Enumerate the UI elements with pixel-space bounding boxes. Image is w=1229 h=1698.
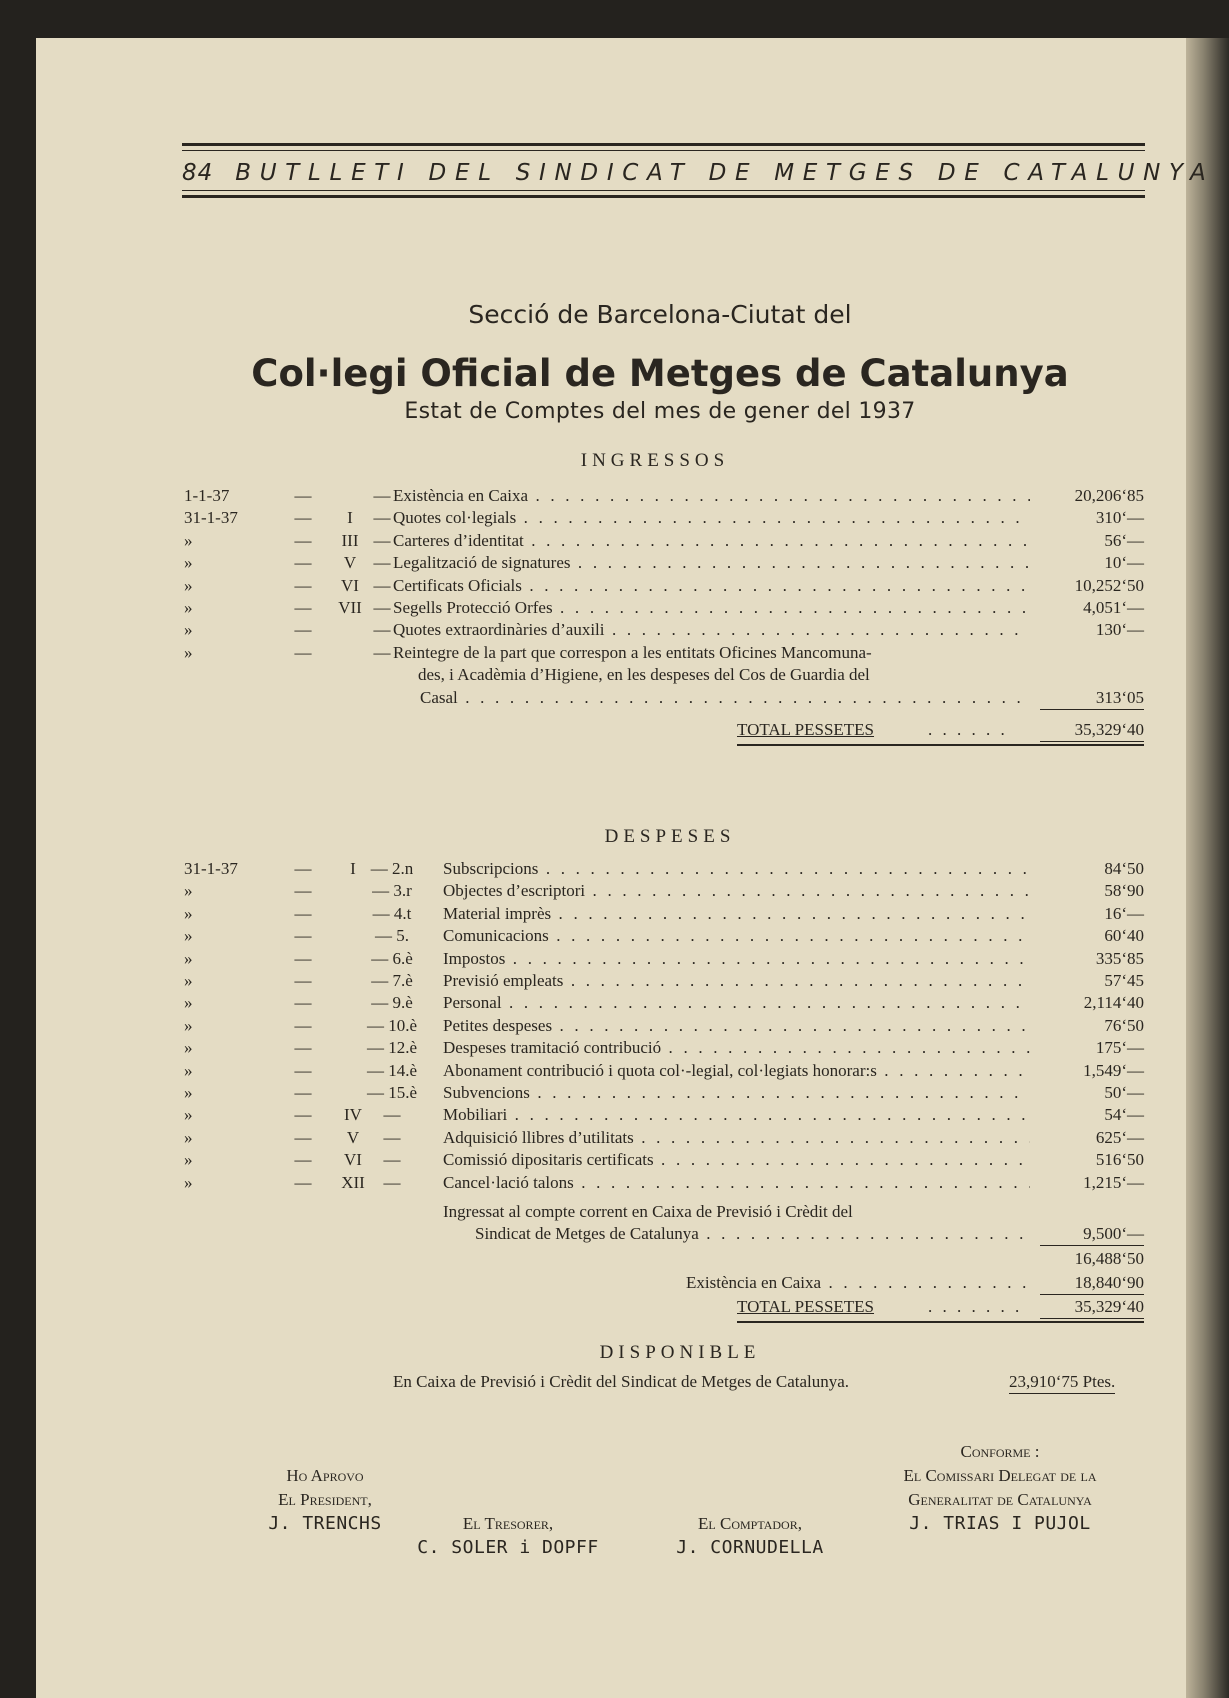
row-date: 31-1-37: [184, 508, 238, 528]
row-date: »: [184, 1105, 193, 1125]
row-dash: —: [294, 553, 312, 573]
ingressos-total-label: TOTAL PESSETES: [737, 720, 875, 739]
row-dash: —: [294, 1172, 312, 1192]
row-date: »: [184, 971, 193, 990]
running-header: [182, 160, 1215, 186]
journal-title: BUTLLETI DEL SINDICAT DE METGES DE CATALUNYA: [235, 160, 1215, 186]
row-date: »: [184, 926, 193, 946]
row-amount: 4,051‘—: [1083, 598, 1144, 617]
row-description: Reintegre de la part que correspon a les entitats Oficines Mancomuna-: [393, 642, 872, 662]
row-subarticle: — 7.è: [371, 971, 413, 990]
row-date: »: [184, 1150, 193, 1170]
header-rule-top: [182, 143, 1145, 146]
row-amount: 625‘—: [1095, 1127, 1144, 1147]
signature-president: [225, 1464, 425, 1536]
row-subarticle: —: [383, 1105, 401, 1125]
row-amount: 56‘—: [1104, 530, 1144, 550]
row-subarticle: —: [373, 530, 391, 550]
signature-line: [408, 1464, 608, 1488]
existencia-amount: 18,840‘90: [1040, 1272, 1144, 1295]
row-date: 1-1-37: [184, 486, 230, 505]
row-description: Personal . . .: [443, 992, 1030, 1014]
row-description: Certificats Oficials . . .: [393, 575, 1030, 597]
row-subarticle: — 3.r: [372, 881, 412, 901]
row-date: »: [184, 575, 193, 595]
row-subarticle: —: [383, 1172, 401, 1192]
header-rule-bottom: [182, 195, 1145, 198]
row-subarticle: —: [373, 642, 391, 662]
row-amount: 54‘—: [1104, 1105, 1144, 1125]
row-dash: —: [294, 486, 312, 505]
row-subarticle: — 14.è: [366, 1060, 418, 1080]
row-amount: 130‘—: [1095, 620, 1144, 640]
row-amount: 84‘50: [1104, 859, 1144, 878]
row-amount: 20,206‘85: [1074, 486, 1144, 505]
row-dash: —: [294, 508, 312, 528]
row-date: »: [184, 1127, 193, 1147]
signature-name: J. TRENCHS: [268, 1513, 382, 1534]
signature-tresorer: [408, 1464, 608, 1560]
row-description: Impostos . . .: [443, 948, 1030, 970]
despeses-total-label: TOTAL PESSETES: [737, 1297, 875, 1316]
row-subarticle: — 15.è: [366, 1083, 418, 1102]
row-date: »: [184, 1060, 193, 1080]
row-dash: —: [294, 1038, 312, 1058]
row-subarticle: — 5.: [375, 926, 409, 946]
despeses-total-amount: 35,329‘40: [1040, 1296, 1144, 1319]
row-date: »: [184, 642, 193, 662]
row-article: IV: [344, 1105, 362, 1125]
row-description: Despeses tramitació contribució . . .: [443, 1037, 1030, 1059]
row-date: »: [184, 948, 193, 968]
row-date: »: [184, 993, 193, 1013]
ingressos-total-rule: [737, 744, 1144, 746]
row-dash: —: [294, 1127, 312, 1147]
signature-line: [640, 1488, 860, 1512]
row-description: Adquisició llibres d’utilitats . . .: [443, 1127, 1030, 1149]
row-description: Quotes extraordinàries d’auxili . . .: [393, 619, 1030, 641]
signature-name: C. SOLER i DOPFF: [417, 1537, 599, 1558]
row-description: Subscripcions . . .: [443, 858, 1030, 880]
row-article: XII: [341, 1172, 365, 1192]
row-date: »: [184, 881, 193, 901]
row-amount: 57‘45: [1104, 971, 1144, 990]
signature-role: El President,: [278, 1490, 372, 1509]
signature-line: [640, 1464, 860, 1488]
row-subarticle: — 10.è: [366, 1015, 418, 1035]
despeses-subtotal: 16,488‘50: [1074, 1249, 1144, 1268]
row-amount: 1,549‘—: [1083, 1060, 1144, 1080]
signature-line: [408, 1488, 608, 1512]
row-date: »: [184, 1038, 193, 1058]
row-description: Segells Protecció Orfes . . .: [393, 597, 1030, 619]
row-dash: —: [294, 993, 312, 1013]
row-date: »: [184, 1015, 193, 1035]
row-dash: —: [294, 971, 312, 990]
row-date: »: [184, 620, 193, 640]
statement-subtitle: Estat de Comptes del mes de gener del 1937: [404, 399, 916, 424]
row-dash: —: [294, 530, 312, 550]
ingressos-total-amount: 35,329‘40: [1040, 719, 1144, 742]
signature-role: El Comptador,: [698, 1514, 802, 1533]
row-article: III: [341, 530, 359, 550]
row-amount: 175‘—: [1095, 1038, 1144, 1058]
row-amount: 10,252‘50: [1074, 575, 1144, 595]
row-amount: 50‘—: [1104, 1083, 1144, 1102]
row-dash: —: [294, 598, 312, 617]
ingressat-line-1: Ingressat al compte corrent en Caixa de Previsió i Crèdit del: [443, 1202, 853, 1221]
row-subarticle: — 12.è: [366, 1038, 418, 1058]
row-description: Cancel·lació talons . . .: [443, 1172, 1030, 1194]
signature-role: El Tresorer,: [462, 1514, 554, 1533]
signature-approval: Ho Aprovo: [286, 1466, 364, 1485]
row-date: »: [184, 553, 193, 573]
row-description: Quotes col·legials . . .: [393, 507, 1030, 529]
ingressos-heading: INGRESSOS: [580, 450, 730, 471]
row-amount: 516‘50: [1095, 1150, 1144, 1170]
row-article: I: [347, 508, 353, 528]
row-dash: —: [294, 926, 312, 946]
row-description: Carteres d’identitat . . .: [393, 530, 1030, 552]
row-dash: —: [294, 881, 312, 901]
row-description: Objectes d’escriptori . . .: [443, 880, 1030, 902]
row-dash: —: [294, 1083, 312, 1102]
row-description: Abonament contribució i quota col·-legial, col·legiats honorar:s . . .: [443, 1060, 1030, 1082]
signature-conforme: Conforme :: [960, 1442, 1040, 1461]
disponible-text: En Caixa de Previsió i Crèdit del Sindicat de Metges de Catalunya.: [393, 1372, 850, 1391]
reintegre-line-2: des, i Acadèmia d’Higiene, en les despeses del Cos de Guardia del: [418, 665, 870, 684]
row-subarticle: —: [383, 1150, 401, 1170]
row-article: V: [343, 553, 357, 573]
row-dash: —: [294, 575, 312, 595]
signature-name: J. CORNUDELLA: [676, 1537, 824, 1558]
row-date: »: [184, 1172, 193, 1192]
reintegre-amount: 313‘05: [1040, 687, 1144, 710]
row-subarticle: —: [373, 486, 391, 505]
signature-name: J. TRIAS I PUJOL: [909, 1513, 1091, 1534]
row-description: Subvencions . . .: [443, 1082, 1030, 1104]
section-title: Secció de Barcelona-Ciutat del: [468, 300, 852, 329]
row-article: VI: [344, 1150, 362, 1170]
row-subarticle: — 2.n: [370, 859, 414, 878]
row-subarticle: —: [373, 508, 391, 528]
despeses-heading: DESPESES: [604, 826, 736, 847]
signature-title: El Comissari Delegat de la: [903, 1466, 1097, 1485]
disponible-amount: 23,910‘75 Ptes.: [1009, 1371, 1115, 1394]
row-dash: —: [294, 859, 312, 878]
row-description: Existència en Caixa . . .: [393, 485, 1030, 507]
row-dash: —: [294, 1150, 312, 1170]
row-subarticle: — 6.è: [371, 948, 413, 968]
header-rule-bottom-thin: [182, 190, 1145, 191]
row-description: Legalització de signatures . . .: [393, 552, 1030, 574]
header-rule-top-thin: [182, 150, 1145, 151]
existencia-label: Existència en Caixa . . .: [686, 1272, 1030, 1294]
row-dash: —: [294, 620, 312, 640]
row-date: 31-1-37: [184, 859, 238, 878]
row-dash: —: [294, 1105, 312, 1125]
college-title: Col·legi Oficial de Metges de Catalunya: [251, 352, 1069, 395]
row-amount: 16‘—: [1104, 903, 1144, 923]
page-edge-shadow: [1186, 38, 1229, 1698]
signature-comissari: [850, 1440, 1150, 1536]
row-article: VI: [341, 575, 359, 595]
row-amount: 335‘85: [1095, 948, 1144, 968]
row-amount: 76‘50: [1104, 1015, 1144, 1035]
row-description: Comissió dipositaris certificats . . .: [443, 1149, 1030, 1171]
row-subarticle: —: [383, 1127, 401, 1147]
row-description: Previsió empleats . . .: [443, 970, 1030, 992]
row-amount: 60‘40: [1104, 926, 1144, 946]
signature-role: Generalitat de Catalunya: [908, 1490, 1092, 1509]
signature-comptador: [640, 1464, 860, 1560]
row-dash: —: [294, 642, 312, 662]
despeses-total-dots: . . . . . . .: [928, 1297, 1023, 1316]
row-subarticle: — 9.è: [371, 993, 413, 1013]
reintegre-casal-label: Casal . . .: [420, 687, 1030, 709]
row-article: V: [346, 1127, 360, 1147]
row-subarticle: —: [373, 575, 391, 595]
row-amount: 310‘—: [1095, 508, 1144, 528]
row-subarticle: —: [373, 620, 391, 640]
row-amount: 1,215‘—: [1083, 1172, 1144, 1192]
row-amount: 2,114‘40: [1083, 993, 1144, 1013]
row-dash: —: [294, 948, 312, 968]
row-description: Material imprès . . .: [443, 903, 1030, 925]
row-subarticle: —: [373, 553, 391, 573]
row-description: Comunicacions . . .: [443, 925, 1030, 947]
row-date: »: [184, 598, 193, 617]
disponible-heading: DISPONIBLE: [599, 1342, 761, 1363]
row-subarticle: — 4.t: [372, 903, 412, 923]
row-dash: —: [294, 1015, 312, 1035]
row-description: Mobiliari . . .: [443, 1104, 1030, 1126]
row-dash: —: [294, 903, 312, 923]
row-date: »: [184, 530, 193, 550]
ingressat-amount: 9,500‘—: [1040, 1223, 1144, 1246]
page-number: 84: [182, 160, 214, 186]
row-date: »: [184, 1083, 193, 1102]
ingressos-total-dots: . . . . . .: [928, 720, 1008, 739]
row-dash: —: [294, 1060, 312, 1080]
ingressat-line-2: Sindicat de Metges de Catalunya . . .: [475, 1223, 1030, 1245]
row-subarticle: —: [373, 598, 391, 617]
row-article: I: [350, 859, 356, 878]
despeses-total-rule: [737, 1321, 1144, 1323]
row-amount: 58‘90: [1104, 881, 1144, 901]
row-description: Petites despeses . . .: [443, 1015, 1030, 1037]
row-amount: 10‘—: [1104, 553, 1144, 573]
row-article: VII: [338, 598, 362, 617]
row-date: »: [184, 903, 193, 923]
